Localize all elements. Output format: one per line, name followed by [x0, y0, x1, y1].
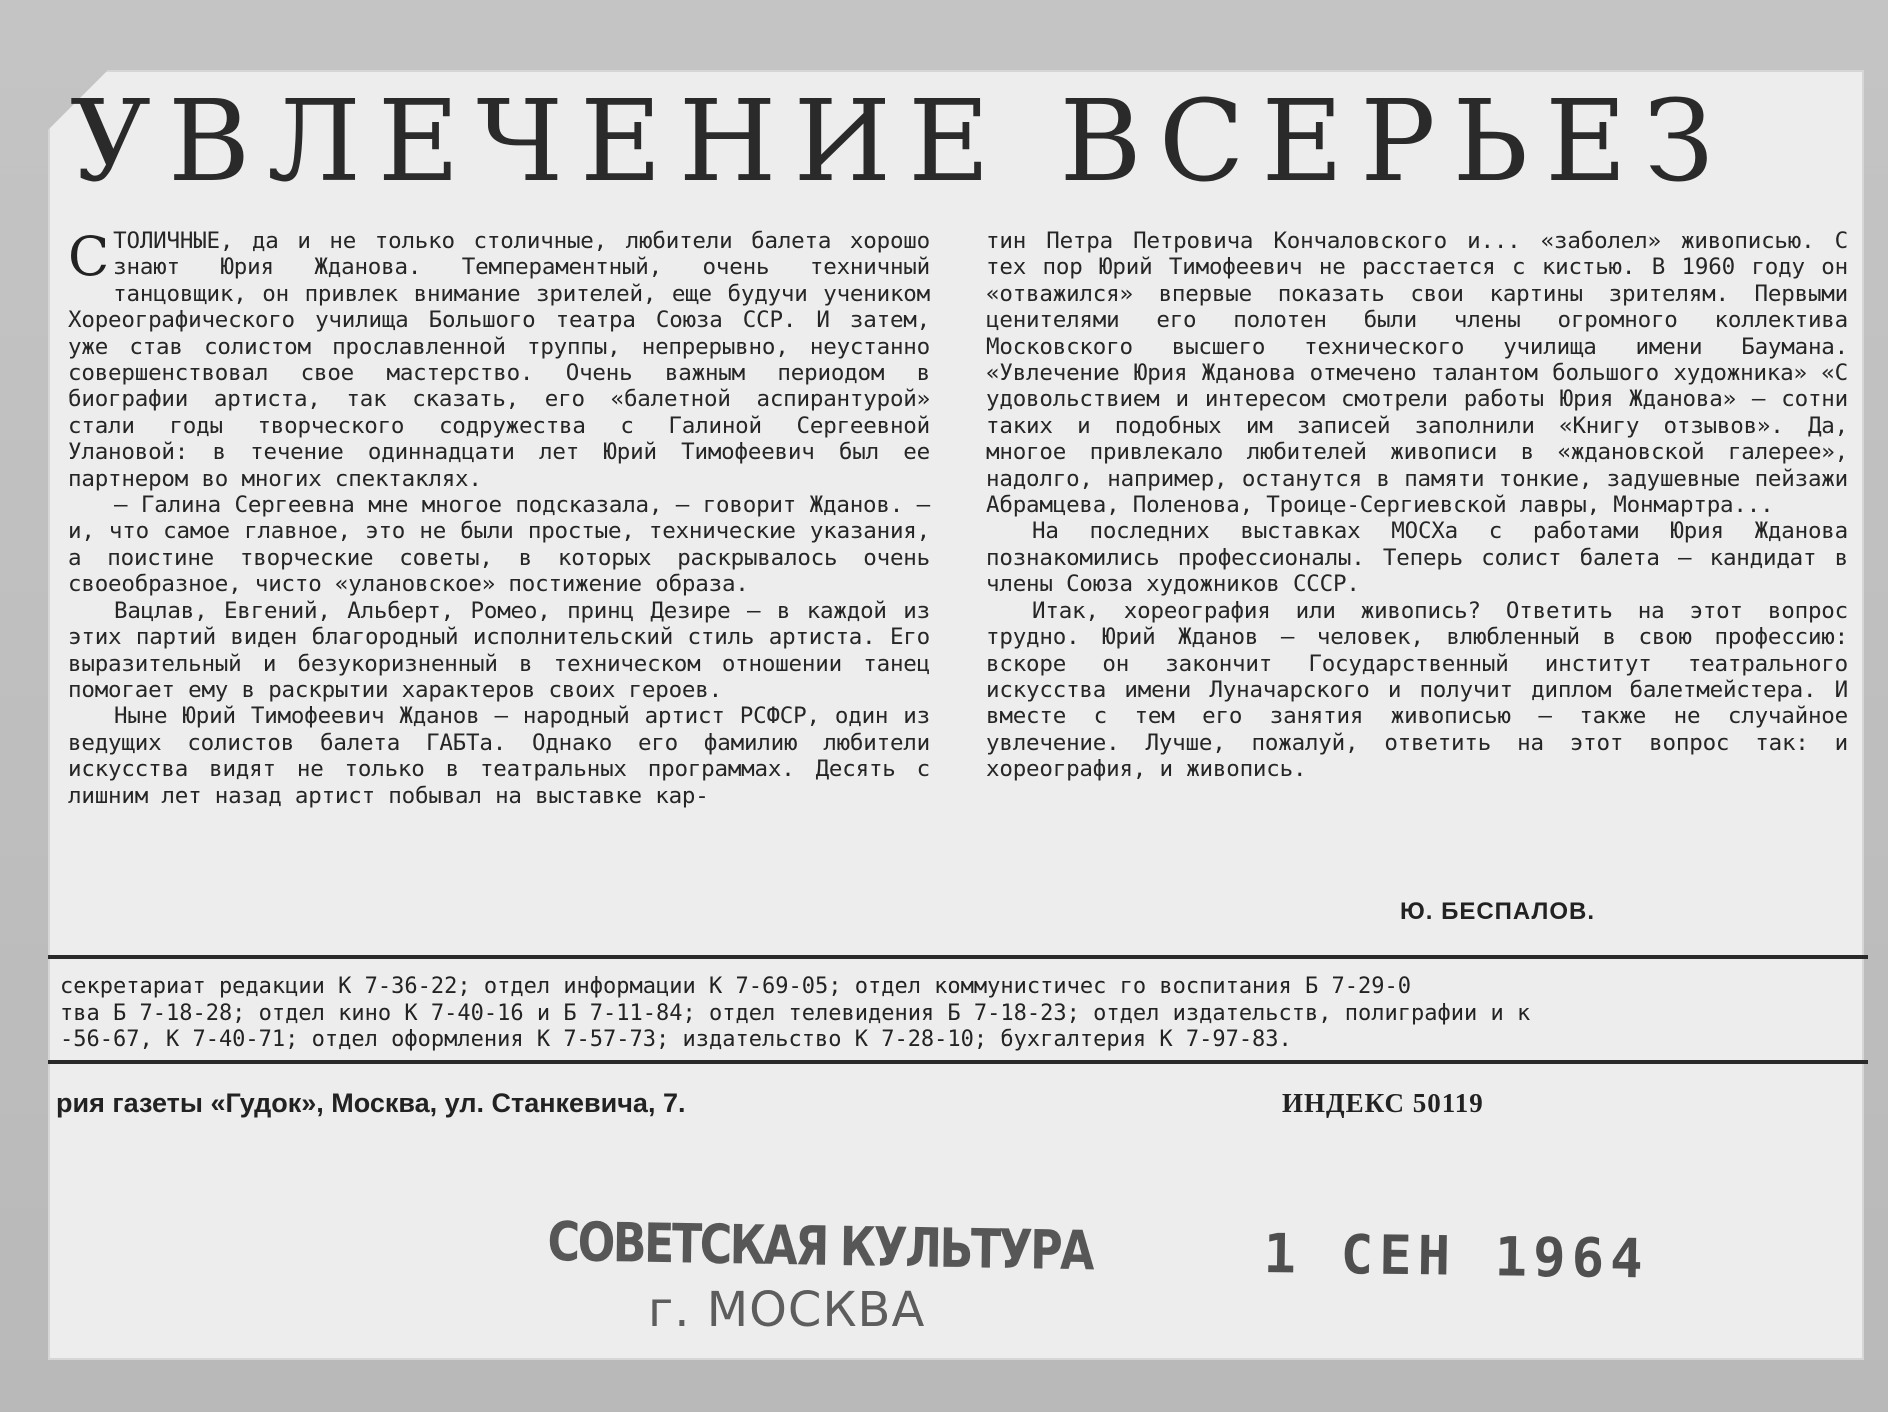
drop-cap: С: [68, 225, 110, 288]
contacts-line: тва Б 7-18-28; отдел кино К 7-40-16 и Б 7-11-84; отдел телевидения Б 7-18-23; отдел издательств, полиграфии и к: [60, 1000, 1531, 1026]
article-paragraph: На последних выставках МОСХа с работами Юрия Жданова познакомились профессионалы. Теперь солист балета — кандидат в члены Союза художников СССР.: [986, 518, 1848, 598]
stamp-date: 1 СЕН 1964: [1263, 1222, 1650, 1291]
article-paragraph: Итак, хореография или живопись? Ответить на этот вопрос трудно. Юрий Жданов — человек, влюбленный в свою профессию: вскоре он закончит Государственный институт театрального искусства имени Луначарского и получит диплом балетмейстера. И вместе с тем его занятия живописью — также не случайное увлечение. Лучше, пожалуй, ответить на этот вопрос так: и хореография, и живопись.: [986, 597, 1848, 783]
subscription-index: ИНДЕКС 50119: [1282, 1088, 1484, 1118]
article-paragraph: — Галина Сергеевна мне многое подсказала, — говорит Жданов. — и, что самое главное, это не были простые, технические указания, а поистине творческие советы, в которых раскрывалось очень своеобразное, чисто «улановское» постижение образа.: [68, 492, 930, 598]
stamp-publication-name: СОВЕТСКАЯ КУЛЬТУРА: [547, 1210, 1093, 1283]
article-paragraph: СТОЛИЧНЫЕ, да и не только столичные, любители балета хорошо знают Юрия Жданова. Темпераментный, очень техничный танцовщик, он привлек внимание зрителей, еще будучи учеником Хореографического училища Большого театра Союза ССР. И затем, уже став солистом прославленной труппы, непрерывно, неустанно совершенствовал свое мастерство. Очень важным периодом в биографии артиста, так сказать, его «балетной аспирантурой» стали годы творческого содружества с Галиной Сергеевной Улановой: в течение одиннадцати лет Юрий Тимофеевич был ее партнером во многих спектаклях.: [68, 225, 930, 492]
divider-rule: [48, 955, 1868, 959]
article-headline: УВЛЕЧЕНИЕ ВСЕРЬЕЗ: [70, 82, 1731, 202]
divider-rule: [48, 1060, 1868, 1064]
author-signature: Ю. БЕСПАЛОВ.: [1400, 898, 1596, 925]
article-column-right: [986, 228, 1848, 783]
printing-info: рия газеты «Гудок», Москва, ул. Станкевича, 7.: [56, 1088, 686, 1118]
contacts-line: -56-67, К 7-40-71; отдел оформления К 7-57-73; издательство К 7-28-10; бухгалтерия К 7-97-83.: [60, 1027, 1292, 1052]
editorial-contacts: [60, 974, 1868, 1054]
article-paragraph: тин Петра Петровича Кончаловского и... «заболел» живописью. С тех пор Юрий Тимофеевич не расстается с кистью. В 1960 году он «отважился» впервые показать свои картины зрителям. Первыми ценителями его полотен были члены огромного коллектива Московского высшего технического училища имени Баумана. «Увлечение Юрия Жданова отмечено талантом большого художника» «С удовольствием и интересом смотрели работы Юрия Жданова» — сотни таких и подобных им записей заполнили «Книгу отзывов». Да, многое привлекало любителей живописи в «ждановской галерее», надолго, например, останутся в памяти тонкие, задушевные пейзажи Абрамцева, Поленова, Троице-Сергиевской лавры, Монмартра...: [986, 228, 1848, 519]
contacts-line: секретариат редакции К 7-36-22; отдел информации К 7-69-05; отдел коммунистичес го воспитания Б 7-29-0: [60, 974, 1412, 999]
stamp-city: г. МОСКВА: [648, 1282, 926, 1338]
article-column-left: [68, 225, 930, 809]
article-paragraph: Ныне Юрий Тимофеевич Жданов — народный артист РСФСР, один из ведущих солистов балета ГАБТа. Однако его фамилию любители искусства видят не только в театральных программах. Десять с лишним лет назад артист побывал на выставке кар-: [68, 703, 930, 809]
article-paragraph: Вацлав, Евгений, Альберт, Ромео, принц Дезире — в каждой из этих партий виден благородный исполнительский стиль артиста. Его выразительный и безукоризненный в техническом отношении танец помогает ему в раскрытии характеров своих героев.: [68, 597, 930, 703]
